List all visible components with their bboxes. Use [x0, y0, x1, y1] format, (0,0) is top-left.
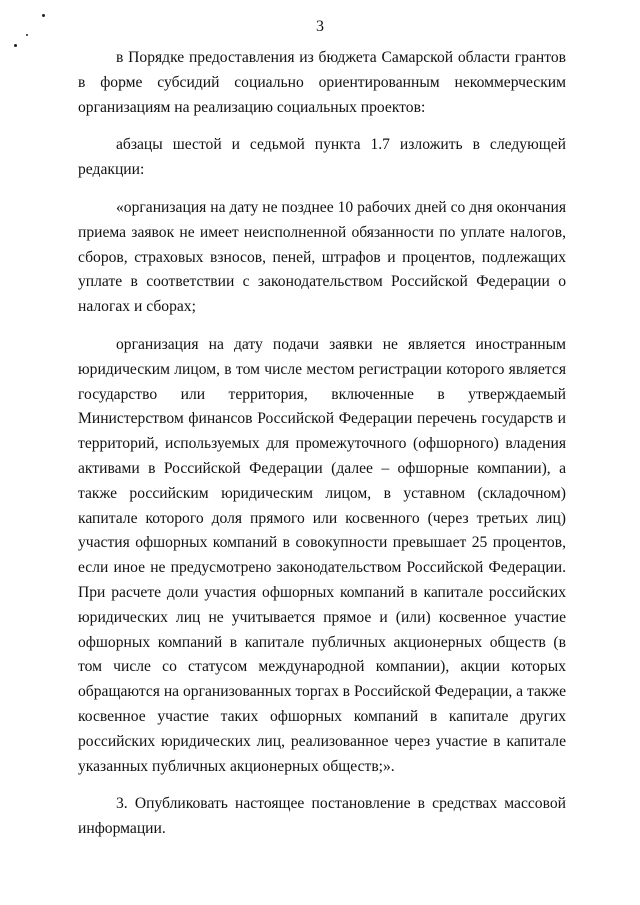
document-body [78, 46, 566, 848]
paragraph-order-reference: в Порядке предоставления из бюджета Самарской области грантов в форме субсидий социально ориентированным некоммерческим организациям на реализацию социальных проектов: [78, 49, 566, 116]
paragraph-tax-obligation: «организация на дату не позднее 10 рабочих дней со дня окончания приема заявок не имеет неисполненной обязанности по уплате налогов, сборов, страховых взносов, пеней, штрафов и процентов, подлежащих уплате в соответствии с законодательством Российской Федерации о налогах и сборах; [78, 198, 566, 316]
paragraph-offshore-companies: организация на дату подачи заявки не является иностранным юридическим лицом, в том числе местом регистрации которого является государство или территория, включенные в утверждаемый Министерством финансов Российской Федерации перечень государств и территорий, используемых для промежуточного (офшорного) владения активами в Российской Федерации (далее – офшорные компании), а также российским юридическим лицом, в уставном (складочном) капитале которого доля прямого или косвенного (через третьих лиц) участия офшорных компаний в совокупности превышает 25 процентов, если иное не предусмотрено законодательством Российской Федерации. При расчете доли участия офшорных компаний в капитале российских юридических лиц не учитывается прямое и (или) косвенное участие офшорных компаний в капитале публичных акционерных обществ (в том числе со статусом международной компании), акции которых обращаются на организованных торгах в Российской Федерации, а также косвенное участие таких офшорных компаний в капитале других российских юридических лиц, реализованное через участие в капитале указанных публичных акционерных обществ;». [78, 335, 566, 775]
paragraph-publication: 3. Опубликовать настоящее постановление в средствах массовой информации. [78, 795, 566, 838]
scan-speck [42, 14, 45, 17]
scan-speck [14, 44, 17, 47]
paragraph-amendment-instruction: абзацы шестой и седьмой пункта 1.7 изложить в следующей редакции: [78, 136, 566, 179]
page-number: 3 [316, 18, 324, 35]
